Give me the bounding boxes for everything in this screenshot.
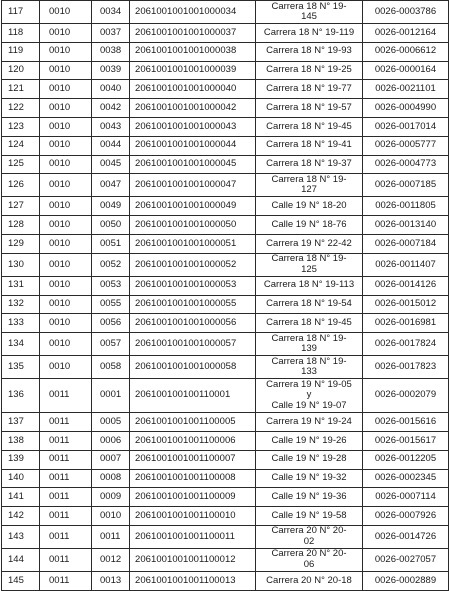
cadastral-code-cell: 2061001001001100009 bbox=[130, 488, 256, 507]
registration-number-cell: 0026-0013140 bbox=[363, 216, 449, 235]
table-row bbox=[2, 295, 449, 314]
row-number-cell: 132 bbox=[2, 295, 40, 314]
table-row bbox=[2, 413, 449, 432]
row-number-cell: 128 bbox=[2, 216, 40, 235]
cadastral-code-cell: 2061001001001000045 bbox=[130, 155, 256, 174]
address-line: 139 bbox=[301, 343, 317, 355]
cadastral-code-cell: 2061001001001000053 bbox=[130, 276, 256, 295]
address-cell bbox=[256, 24, 363, 43]
address-line: Carrera 18 N° 19-54 bbox=[266, 298, 352, 310]
address-line: Calle 19 N° 18-76 bbox=[271, 218, 347, 230]
row-number-cell: 143 bbox=[2, 525, 40, 548]
block-code-cell: 0010 bbox=[40, 276, 92, 295]
address-line: Carrera 18 N° 19-41 bbox=[266, 139, 352, 151]
lot-code-cell: 0012 bbox=[92, 548, 130, 571]
lot-code-cell: 0051 bbox=[92, 234, 130, 253]
table-row bbox=[2, 216, 449, 235]
address-cell bbox=[256, 276, 363, 295]
lot-code-cell: 0055 bbox=[92, 295, 130, 314]
cadastral-code-cell: 2061001001001000050 bbox=[130, 216, 256, 235]
block-code-cell: 0010 bbox=[40, 197, 92, 216]
block-code-cell: 0011 bbox=[40, 488, 92, 507]
address-cell bbox=[256, 571, 363, 590]
row-number-cell: 145 bbox=[2, 571, 40, 590]
row-number-cell: 136 bbox=[2, 379, 40, 413]
block-code-cell: 0010 bbox=[40, 61, 92, 80]
address-cell bbox=[256, 488, 363, 507]
table-row bbox=[2, 333, 449, 356]
registration-number-cell: 0026-0004990 bbox=[363, 99, 449, 118]
table-row bbox=[2, 314, 449, 333]
cadastral-code-cell: 2061001001001000038 bbox=[130, 42, 256, 61]
registration-number-cell: 0026-0017824 bbox=[363, 333, 449, 356]
property-table-container bbox=[1, 0, 448, 591]
lot-code-cell: 0042 bbox=[92, 99, 130, 118]
lot-code-cell: 0009 bbox=[92, 488, 130, 507]
cadastral-code-cell: 2061001001001100012 bbox=[130, 548, 256, 571]
address-line: Carrera 18 N° 19-25 bbox=[266, 64, 352, 76]
block-code-cell: 0010 bbox=[40, 99, 92, 118]
registration-number-cell: 0026-0006612 bbox=[363, 42, 449, 61]
address-cell bbox=[256, 80, 363, 99]
address-line: Carrera 20 N° 20-18 bbox=[266, 574, 352, 586]
block-code-cell: 0010 bbox=[40, 174, 92, 197]
address-line: Carrera 18 N° 19- bbox=[271, 355, 347, 367]
cadastral-code-cell: 2061001001001000043 bbox=[130, 117, 256, 136]
address-line: Calle 19 N° 19-26 bbox=[271, 434, 347, 446]
row-number-cell: 142 bbox=[2, 507, 40, 526]
table-row bbox=[2, 379, 449, 413]
address-line: 133 bbox=[301, 366, 317, 378]
row-number-cell: 133 bbox=[2, 314, 40, 333]
block-code-cell: 0011 bbox=[40, 469, 92, 488]
address-cell bbox=[256, 431, 363, 450]
row-number-cell: 120 bbox=[2, 61, 40, 80]
address-line: Carrera 18 N° 19-77 bbox=[266, 83, 352, 95]
address-line: Carrera 18 N° 19-93 bbox=[266, 45, 352, 57]
address-cell bbox=[256, 413, 363, 432]
cadastral-code-cell: 2061001001001000058 bbox=[130, 356, 256, 379]
block-code-cell: 0010 bbox=[40, 333, 92, 356]
table-row bbox=[2, 548, 449, 571]
registration-number-cell: 0026-0012164 bbox=[363, 24, 449, 43]
table-row bbox=[2, 356, 449, 379]
block-code-cell: 0010 bbox=[40, 24, 92, 43]
table-row bbox=[2, 234, 449, 253]
cadastral-code-cell: 2061001001001000049 bbox=[130, 197, 256, 216]
row-number-cell: 130 bbox=[2, 253, 40, 276]
registration-number-cell: 0026-0021101 bbox=[363, 80, 449, 99]
address-cell bbox=[256, 197, 363, 216]
lot-code-cell: 0045 bbox=[92, 155, 130, 174]
registration-number-cell: 0026-0015012 bbox=[363, 295, 449, 314]
address-line: Carrera 19 N° 22-42 bbox=[266, 237, 352, 249]
cadastral-code-cell: 2061001001001000055 bbox=[130, 295, 256, 314]
lot-code-cell: 0043 bbox=[92, 117, 130, 136]
address-line: Calle 19 N° 19-36 bbox=[271, 490, 347, 502]
address-line: y bbox=[306, 389, 312, 401]
block-code-cell: 0010 bbox=[40, 117, 92, 136]
table-row bbox=[2, 507, 449, 526]
address-line: Calle 19 N° 19-28 bbox=[271, 453, 347, 465]
block-code-cell: 0010 bbox=[40, 136, 92, 155]
lot-code-cell: 0010 bbox=[92, 507, 130, 526]
table-row bbox=[2, 80, 449, 99]
cadastral-code-cell: 2061001001001000056 bbox=[130, 314, 256, 333]
row-number-cell: 141 bbox=[2, 488, 40, 507]
address-cell bbox=[256, 99, 363, 118]
table-row bbox=[2, 117, 449, 136]
lot-code-cell: 0001 bbox=[92, 379, 130, 413]
address-line: Carrera 18 N° 19- bbox=[271, 253, 347, 265]
cadastral-code-cell: 2061001001001000037 bbox=[130, 24, 256, 43]
block-code-cell: 0010 bbox=[40, 1, 92, 24]
cadastral-code-cell: 2061001001001000039 bbox=[130, 61, 256, 80]
block-code-cell: 0010 bbox=[40, 155, 92, 174]
row-number-cell: 135 bbox=[2, 356, 40, 379]
address-line: 02 bbox=[303, 535, 315, 547]
table-row bbox=[2, 1, 449, 24]
row-number-cell: 144 bbox=[2, 548, 40, 571]
address-line: Carrera 18 N° 19-119 bbox=[263, 26, 355, 38]
table-row bbox=[2, 42, 449, 61]
lot-code-cell: 0049 bbox=[92, 197, 130, 216]
lot-code-cell: 0056 bbox=[92, 314, 130, 333]
table-row bbox=[2, 469, 449, 488]
cadastral-code-cell: 2061001001001100006 bbox=[130, 431, 256, 450]
row-number-cell: 131 bbox=[2, 276, 40, 295]
lot-code-cell: 0047 bbox=[92, 174, 130, 197]
table-row bbox=[2, 24, 449, 43]
registration-number-cell: 0026-0011805 bbox=[363, 197, 449, 216]
address-line: Calle 19 N° 18-20 bbox=[271, 200, 347, 212]
registration-number-cell: 0026-0017823 bbox=[363, 356, 449, 379]
block-code-cell: 0010 bbox=[40, 80, 92, 99]
address-cell bbox=[256, 525, 363, 548]
lot-code-cell: 0007 bbox=[92, 450, 130, 469]
address-cell bbox=[256, 42, 363, 61]
registration-number-cell: 0026-0002345 bbox=[363, 469, 449, 488]
registration-number-cell: 0026-0000164 bbox=[363, 61, 449, 80]
registration-number-cell: 0026-0012205 bbox=[363, 450, 449, 469]
registration-number-cell: 0026-0003786 bbox=[363, 1, 449, 24]
row-number-cell: 123 bbox=[2, 117, 40, 136]
address-cell bbox=[256, 234, 363, 253]
cadastral-code-cell: 2061001001001100013 bbox=[130, 571, 256, 590]
address-line: Calle 19 N° 19-07 bbox=[271, 399, 347, 411]
block-code-cell: 0011 bbox=[40, 571, 92, 590]
lot-code-cell: 0053 bbox=[92, 276, 130, 295]
lot-code-cell: 0005 bbox=[92, 413, 130, 432]
lot-code-cell: 0011 bbox=[92, 525, 130, 548]
table-row bbox=[2, 155, 449, 174]
block-code-cell: 0011 bbox=[40, 379, 92, 413]
lot-code-cell: 0037 bbox=[92, 24, 130, 43]
row-number-cell: 127 bbox=[2, 197, 40, 216]
cadastral-code-cell: 2061001001001000047 bbox=[130, 174, 256, 197]
table-row bbox=[2, 488, 449, 507]
table-row bbox=[2, 136, 449, 155]
block-code-cell: 0011 bbox=[40, 507, 92, 526]
registration-number-cell: 0026-0011407 bbox=[363, 253, 449, 276]
address-cell bbox=[256, 136, 363, 155]
table-row bbox=[2, 525, 449, 548]
registration-number-cell: 0026-0007184 bbox=[363, 234, 449, 253]
registration-number-cell: 0026-0007185 bbox=[363, 174, 449, 197]
table-row bbox=[2, 197, 449, 216]
address-line: Carrera 19 N° 19-05 bbox=[266, 378, 352, 390]
lot-code-cell: 0038 bbox=[92, 42, 130, 61]
registration-number-cell: 0026-0017014 bbox=[363, 117, 449, 136]
cadastral-code-cell: 2061001001001000052 bbox=[130, 253, 256, 276]
block-code-cell: 0011 bbox=[40, 450, 92, 469]
address-cell bbox=[256, 216, 363, 235]
block-code-cell: 0010 bbox=[40, 216, 92, 235]
address-line: Carrera 18 N° 19- bbox=[271, 332, 347, 344]
block-code-cell: 0010 bbox=[40, 295, 92, 314]
lot-code-cell: 0040 bbox=[92, 80, 130, 99]
address-line: Carrera 20 N° 20- bbox=[271, 548, 347, 560]
cadastral-code-cell: 2061001001001100005 bbox=[130, 413, 256, 432]
row-number-cell: 129 bbox=[2, 234, 40, 253]
row-number-cell: 138 bbox=[2, 431, 40, 450]
address-cell bbox=[256, 117, 363, 136]
address-line: Carrera 18 N° 19- bbox=[271, 0, 347, 12]
row-number-cell: 117 bbox=[2, 1, 40, 24]
registration-number-cell: 0026-0014126 bbox=[363, 276, 449, 295]
row-number-cell: 140 bbox=[2, 469, 40, 488]
registration-number-cell: 0026-0015617 bbox=[363, 431, 449, 450]
table-row bbox=[2, 571, 449, 590]
address-line: Carrera 19 N° 19-24 bbox=[266, 415, 352, 427]
lot-code-cell: 0039 bbox=[92, 61, 130, 80]
cadastral-code-cell: 2061001001001000034 bbox=[130, 1, 256, 24]
block-code-cell: 0011 bbox=[40, 548, 92, 571]
registration-number-cell: 0026-0004773 bbox=[363, 155, 449, 174]
cadastral-code-cell: 2061001001001000057 bbox=[130, 333, 256, 356]
block-code-cell: 0010 bbox=[40, 42, 92, 61]
registration-number-cell: 0026-0014726 bbox=[363, 525, 449, 548]
address-line: Calle 19 N° 19-58 bbox=[271, 509, 347, 521]
address-cell bbox=[256, 450, 363, 469]
table-row bbox=[2, 174, 449, 197]
address-line: Carrera 18 N° 19-45 bbox=[266, 120, 352, 132]
row-number-cell: 119 bbox=[2, 42, 40, 61]
registration-number-cell: 0026-0002079 bbox=[363, 379, 449, 413]
address-line: 125 bbox=[301, 263, 317, 275]
cadastral-code-cell: 206100100100110001 bbox=[130, 379, 256, 413]
lot-code-cell: 0044 bbox=[92, 136, 130, 155]
block-code-cell: 0010 bbox=[40, 356, 92, 379]
table-row bbox=[2, 253, 449, 276]
block-code-cell: 0011 bbox=[40, 431, 92, 450]
address-cell bbox=[256, 333, 363, 356]
table-row bbox=[2, 431, 449, 450]
property-table-body bbox=[2, 1, 449, 591]
lot-code-cell: 0006 bbox=[92, 431, 130, 450]
property-table bbox=[1, 0, 449, 591]
lot-code-cell: 0013 bbox=[92, 571, 130, 590]
address-line: Carrera 20 N° 20- bbox=[271, 525, 347, 537]
cadastral-code-cell: 2061001001001000040 bbox=[130, 80, 256, 99]
cadastral-code-cell: 2061001001001100007 bbox=[130, 450, 256, 469]
cadastral-code-cell: 2061001001001000044 bbox=[130, 136, 256, 155]
cadastral-code-cell: 2061001001001100011 bbox=[130, 525, 256, 548]
address-line: Carrera 18 N° 19- bbox=[271, 173, 347, 185]
address-line: 145 bbox=[301, 11, 317, 22]
address-cell bbox=[256, 314, 363, 333]
table-row bbox=[2, 276, 449, 295]
cadastral-code-cell: 2061001001001000042 bbox=[130, 99, 256, 118]
address-cell bbox=[256, 356, 363, 379]
address-cell bbox=[256, 548, 363, 571]
address-line: Carrera 18 N° 19-57 bbox=[266, 101, 352, 113]
row-number-cell: 124 bbox=[2, 136, 40, 155]
address-line: Carrera 18 N° 19-113 bbox=[263, 279, 355, 291]
lot-code-cell: 0008 bbox=[92, 469, 130, 488]
address-cell bbox=[256, 155, 363, 174]
row-number-cell: 137 bbox=[2, 413, 40, 432]
address-cell bbox=[256, 295, 363, 314]
address-line: 127 bbox=[301, 184, 317, 196]
address-cell bbox=[256, 61, 363, 80]
block-code-cell: 0010 bbox=[40, 253, 92, 276]
cadastral-code-cell: 2061001001001100008 bbox=[130, 469, 256, 488]
address-cell bbox=[256, 379, 363, 413]
row-number-cell: 122 bbox=[2, 99, 40, 118]
row-number-cell: 134 bbox=[2, 333, 40, 356]
address-line: 06 bbox=[303, 558, 315, 570]
cadastral-code-cell: 2061001001001100010 bbox=[130, 507, 256, 526]
row-number-cell: 118 bbox=[2, 24, 40, 43]
row-number-cell: 121 bbox=[2, 80, 40, 99]
cadastral-code-cell: 2061001001001000051 bbox=[130, 234, 256, 253]
lot-code-cell: 0057 bbox=[92, 333, 130, 356]
block-code-cell: 0010 bbox=[40, 314, 92, 333]
address-line: Calle 19 N° 19-32 bbox=[271, 472, 347, 484]
lot-code-cell: 0058 bbox=[92, 356, 130, 379]
row-number-cell: 139 bbox=[2, 450, 40, 469]
registration-number-cell: 0026-0007926 bbox=[363, 507, 449, 526]
registration-number-cell: 0026-0016981 bbox=[363, 314, 449, 333]
address-cell bbox=[256, 253, 363, 276]
address-cell bbox=[256, 507, 363, 526]
lot-code-cell: 0050 bbox=[92, 216, 130, 235]
row-number-cell: 125 bbox=[2, 155, 40, 174]
lot-code-cell: 0034 bbox=[92, 1, 130, 24]
table-row bbox=[2, 61, 449, 80]
registration-number-cell: 0026-0005777 bbox=[363, 136, 449, 155]
block-code-cell: 0011 bbox=[40, 413, 92, 432]
address-line: Carrera 18 N° 19-37 bbox=[266, 158, 352, 170]
table-row bbox=[2, 99, 449, 118]
registration-number-cell: 0026-0027057 bbox=[363, 548, 449, 571]
table-row bbox=[2, 450, 449, 469]
block-code-cell: 0010 bbox=[40, 234, 92, 253]
address-cell bbox=[256, 469, 363, 488]
registration-number-cell: 0026-0015616 bbox=[363, 413, 449, 432]
registration-number-cell: 0026-0007114 bbox=[363, 488, 449, 507]
registration-number-cell: 0026-0002889 bbox=[363, 571, 449, 590]
row-number-cell: 126 bbox=[2, 174, 40, 197]
address-cell bbox=[256, 1, 363, 24]
address-cell bbox=[256, 174, 363, 197]
block-code-cell: 0011 bbox=[40, 525, 92, 548]
lot-code-cell: 0052 bbox=[92, 253, 130, 276]
address-line: Carrera 18 N° 19-45 bbox=[266, 317, 352, 328]
